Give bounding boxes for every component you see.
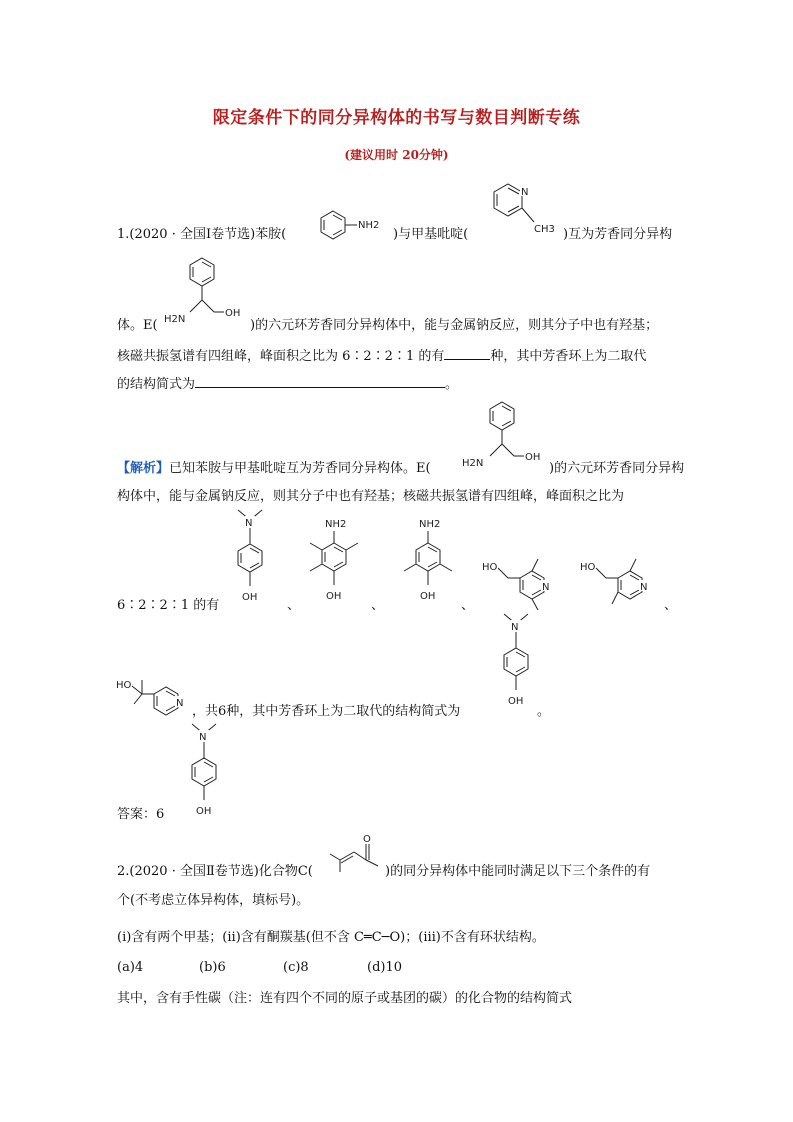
answer-line: 答案：6: [117, 807, 165, 822]
q1-line4-b: 。: [445, 377, 459, 392]
q2-option-d[interactable]: (d)10: [367, 960, 403, 975]
q2-line2: 个(不考虑立体异构体，填标号)。: [117, 893, 310, 908]
isomer-aminodimethylphenol-1: [300, 517, 364, 617]
iso5-n: N: [640, 582, 648, 593]
q1-line4-a: 的结构简式为: [117, 377, 196, 392]
analysis-line1: [117, 460, 431, 478]
sep-1: 、: [287, 598, 301, 613]
iso4-ho: HO: [482, 562, 498, 573]
q2-option-a[interactable]: (a)4: [117, 960, 144, 975]
isomer-aminodimethylphenol-2: [394, 517, 458, 617]
iso5-ho: HO: [580, 562, 596, 573]
analysis-e-h2n: H2N: [462, 458, 484, 469]
compound-e-structure: [156, 254, 252, 334]
disubstituted-structure: [492, 612, 542, 722]
q2-line3: (ⅰ)含有两个甲基；(ⅱ)含有酮羰基(但不含 C═C─O)；(ⅲ)不含有环状结构。: [117, 930, 545, 945]
aniline-structure: [313, 205, 383, 245]
q1-line2-a: 体。E(: [117, 318, 158, 333]
isomer-pyridinemethanol-1: [480, 548, 566, 618]
iso3-oh: OH: [420, 591, 436, 602]
iso6-n: N: [176, 698, 184, 709]
iso2-nh2: NH2: [325, 519, 347, 530]
q2-line1-b: )的同分异构体中能同时满足以下三个条件的有: [385, 864, 651, 879]
q2-line5: 其中，含有手性碳（注：连有四个不同的原子或基团的碳）的化合物的结构简式: [117, 991, 573, 1006]
q1-line3-b: 种，其中芳香环上为二取代: [490, 349, 647, 364]
iso3-nh2: NH2: [419, 519, 441, 530]
page-subtitle: (建议用时 20分钟): [344, 148, 449, 162]
aniline-nh2-label: NH2: [358, 220, 380, 231]
methyl-label: CH3: [534, 224, 555, 235]
iso4-n: N: [542, 582, 550, 593]
page-title: 限定条件下的同分异构体的书写与数目判断专练: [212, 108, 581, 128]
disub-n: N: [511, 622, 519, 633]
q1-line3: [117, 346, 646, 366]
disub-oh: OH: [508, 696, 524, 707]
q1-line2-b: )的六元环芳香同分异构体中，能与金属钠反应，则其分子中也有羟基；: [250, 318, 659, 333]
analysis-line4: ，共6种，其中芳香环上为二取代的结构简式为: [192, 704, 461, 719]
q1-line1-b: )与甲基吡啶(: [393, 227, 469, 242]
e-oh-label: OH: [225, 308, 241, 319]
q1-line3-a: 核磁共振氢谱有四组峰，峰面积之比为 6∶2∶2∶1 的有: [117, 349, 445, 364]
isomer-pyridylpropanol: [114, 670, 194, 726]
iso2-oh: OH: [326, 591, 342, 602]
analysis-line1-a: 已知苯胺与甲基吡啶互为芳香同分异构体。E(: [169, 461, 431, 476]
analysis-end: 。: [537, 704, 551, 719]
ans-oh: OH: [196, 806, 212, 817]
q2-option-c[interactable]: (c)8: [283, 960, 309, 975]
analysis-e-oh: OH: [525, 452, 541, 463]
answer-blank-structure[interactable]: [195, 374, 445, 388]
q1-line1-c: )互为芳香同分异构: [563, 227, 673, 242]
pyridine-n-label: N: [521, 187, 529, 198]
isomer-pyridinemethanol-2: [578, 548, 664, 618]
analysis-label: 【解析】: [117, 461, 170, 476]
q2-line1-a: 2.(2020 · 全国Ⅱ卷节选)化合物C(: [117, 864, 313, 879]
methylpyridine-structure: [486, 178, 558, 244]
iso1-n: N: [245, 518, 253, 529]
q2-option-b[interactable]: (b)6: [199, 960, 226, 975]
analysis-line2: 构体中，能与金属钠反应，则其分子中也有羟基；核磁共振氢谱有四组峰，峰面积之比为: [117, 489, 625, 504]
analysis-compound-e: [456, 398, 552, 478]
sep-4: 、: [664, 598, 678, 613]
q1-line1-a: 1.(2020 · 全国Ⅰ卷节选)苯胺(: [117, 227, 287, 242]
compound-c-structure: [326, 830, 386, 880]
q1-line4: [117, 374, 458, 394]
c-o-label: O: [363, 834, 371, 845]
analysis-line1-b: )的六元环芳香同分异构: [549, 461, 685, 476]
answer-structure: [180, 722, 230, 832]
iso6-ho: HO: [116, 680, 132, 691]
sep-3: 、: [461, 598, 475, 613]
e-h2n-label: H2N: [164, 314, 186, 325]
ans-n: N: [199, 732, 207, 743]
analysis-line3: 6∶2∶2∶1 的有: [117, 598, 220, 613]
sep-2: 、: [371, 598, 385, 613]
answer-blank-count[interactable]: [444, 346, 490, 360]
iso1-oh: OH: [242, 592, 258, 603]
isomer-dimethylaminophenol-1: [226, 508, 276, 618]
